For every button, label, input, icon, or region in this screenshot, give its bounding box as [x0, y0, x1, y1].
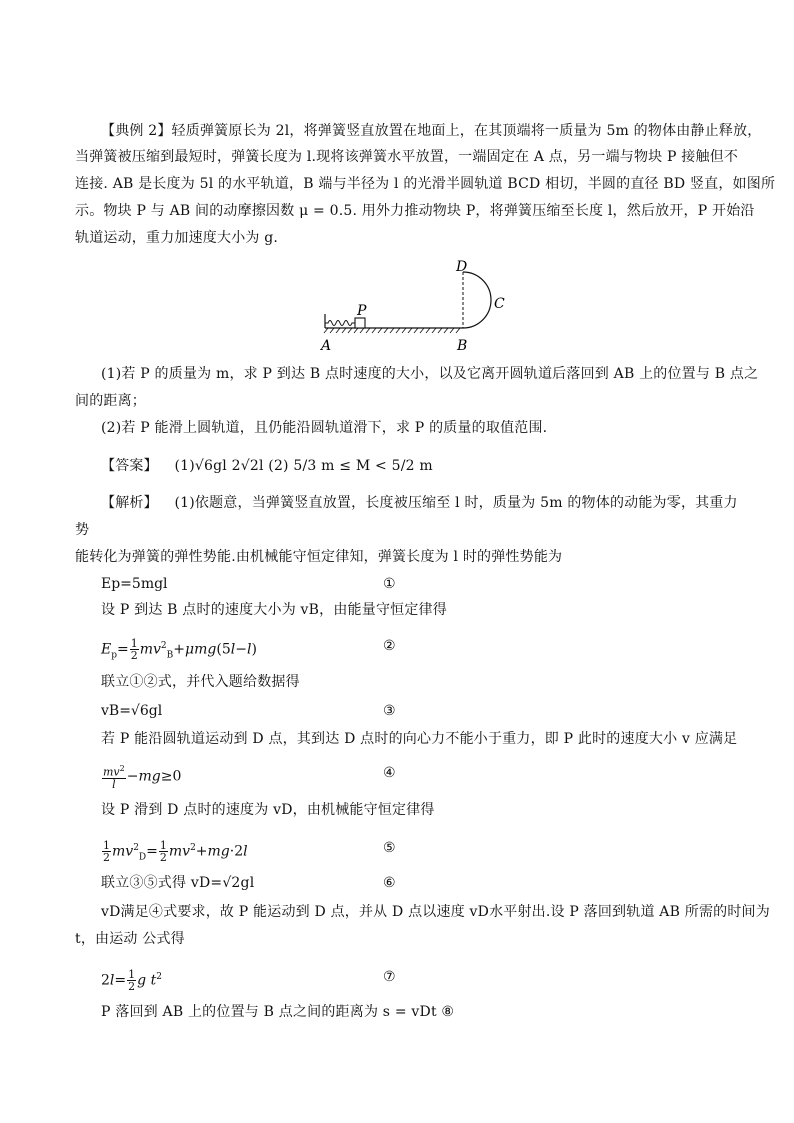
- analysis-line-9: vD满足④式要求，故 P 能运动到 D 点，并从 D 点以速度 vD水平射出.设 P 落回到轨道 AB 所需的时间为: [101, 904, 770, 920]
- equation-2: $E_p=$ $\frac{1}{2}$ $mv^2_B+\mu mg(5l-l)$: [101, 637, 257, 663]
- label-c: C: [494, 296, 505, 312]
- track-diagram: [318, 258, 523, 358]
- equation-number-3: ③: [383, 703, 396, 719]
- question-1-line-2: 间的距离；: [75, 393, 146, 409]
- question-2: (2)若 P 能滑上圆轨道，且仍能沿圆轨道滑下，求 P 的质量的取值范围.: [101, 420, 548, 436]
- analysis-line-6: 若 P 能沿圆轨道运动到 D 点，其到达 D 点时的向心力不能小于重力，即 P 此时的速度大小 v 应满足: [101, 731, 738, 747]
- semicircle-track: [463, 272, 491, 328]
- label-b: B: [457, 338, 468, 354]
- equation-number-4: ④: [383, 765, 396, 781]
- analysis-line-10: t，由运动 公式得: [75, 931, 185, 947]
- equation-number-7: ⑦: [383, 969, 396, 985]
- analysis-line-5: 联立①②式，并代入题给数据得: [101, 674, 300, 690]
- answer-label: 【答案】: [101, 458, 158, 474]
- answer-line: [101, 456, 433, 476]
- equation-number-5: ⑤: [383, 840, 396, 856]
- problem-line-2: 当弹簧被压缩到最短时，弹簧长度为 l.现将该弹簧水平放置，一端固定在 A 点，另一端与物块 P 接触但不: [75, 149, 739, 165]
- problem-line-5: 轨道运动，重力加速度大小为 g.: [75, 230, 279, 246]
- equation-number-6: ⑥: [383, 875, 396, 891]
- spring: [325, 321, 355, 326]
- analysis-line-7: 设 P 滑到 D 点时的速度为 vD，由机械能守恒定律得: [101, 802, 435, 818]
- equation-4: $\frac{mv^2}{l}$ −mg≥0: [103, 764, 182, 791]
- problem-line-4: 示。物块 P 与 AB 间的动摩擦因数 μ = 0.5. 用外力推动物块 P，将弹簧压缩至长度 l，然后放开，P 开始沿: [75, 203, 755, 219]
- equation-number-2: ②: [383, 638, 396, 654]
- analysis-line-4: 设 P 到达 B 点时的速度大小为 vB，由能量守恒定律得: [101, 602, 447, 618]
- label-p: P: [357, 303, 367, 319]
- analysis-line-1: [101, 493, 738, 513]
- analysis-line-3: 能转化为弹簧的弹性势能.由机械能守恒定律知，弹簧长度为 l 时的弹性势能为: [75, 549, 563, 565]
- answer-content: (1)√6gl 2√2l (2) 5/3 m ≤ M < 5/2 m: [174, 458, 433, 474]
- problem-line-1: 【典例 2】轻质弹簧原长为 2l，将弹簧竖直放置在地面上，在其顶端将一质量为 5m 的物体由静止释放，: [101, 123, 762, 139]
- equation-5: $\frac{1}{2}$ $mv^2_D=$ $\frac{1}{2}$ $mv^2+mg\cdot 2l$: [103, 839, 248, 865]
- equation-1: Ep=5mgl: [101, 576, 168, 592]
- block-p: [355, 318, 365, 328]
- label-d: D: [456, 259, 468, 275]
- ground-hatch: [324, 328, 460, 333]
- analysis-text-1: (1)依题意，当弹簧竖直放置，长度被压缩至 l 时，质量为 5m 的物体的动能为零，其重力: [174, 495, 738, 511]
- analysis-label: 【解析】: [101, 495, 158, 511]
- question-1-line-1: (1)若 P 的质量为 m，求 P 到达 B 点时速度的大小，以及它离开圆轨道后落回到 AB 上的位置与 B 点之: [101, 366, 759, 382]
- analysis-line-2: 势: [75, 522, 90, 538]
- problem-line-3: 连接. AB 是长度为 5l 的水平轨道，B 端与半径为 l 的光滑半圆轨道 BCD 相切，半圆的直径 BD 竖直，如图所: [75, 176, 776, 192]
- equation-3: vB=√6gl: [101, 703, 163, 719]
- analysis-line-8: 联立③⑤式得 vD=√2gl: [101, 875, 255, 891]
- equation-number-1: ①: [383, 576, 396, 592]
- equation-7: 2l= $\frac{1}{2}$ g $t^2$: [101, 968, 162, 994]
- label-a: A: [321, 338, 332, 354]
- analysis-line-11: P 落回到 AB 上的位置与 B 点之间的距离为 s = vDt ⑧: [101, 1004, 455, 1020]
